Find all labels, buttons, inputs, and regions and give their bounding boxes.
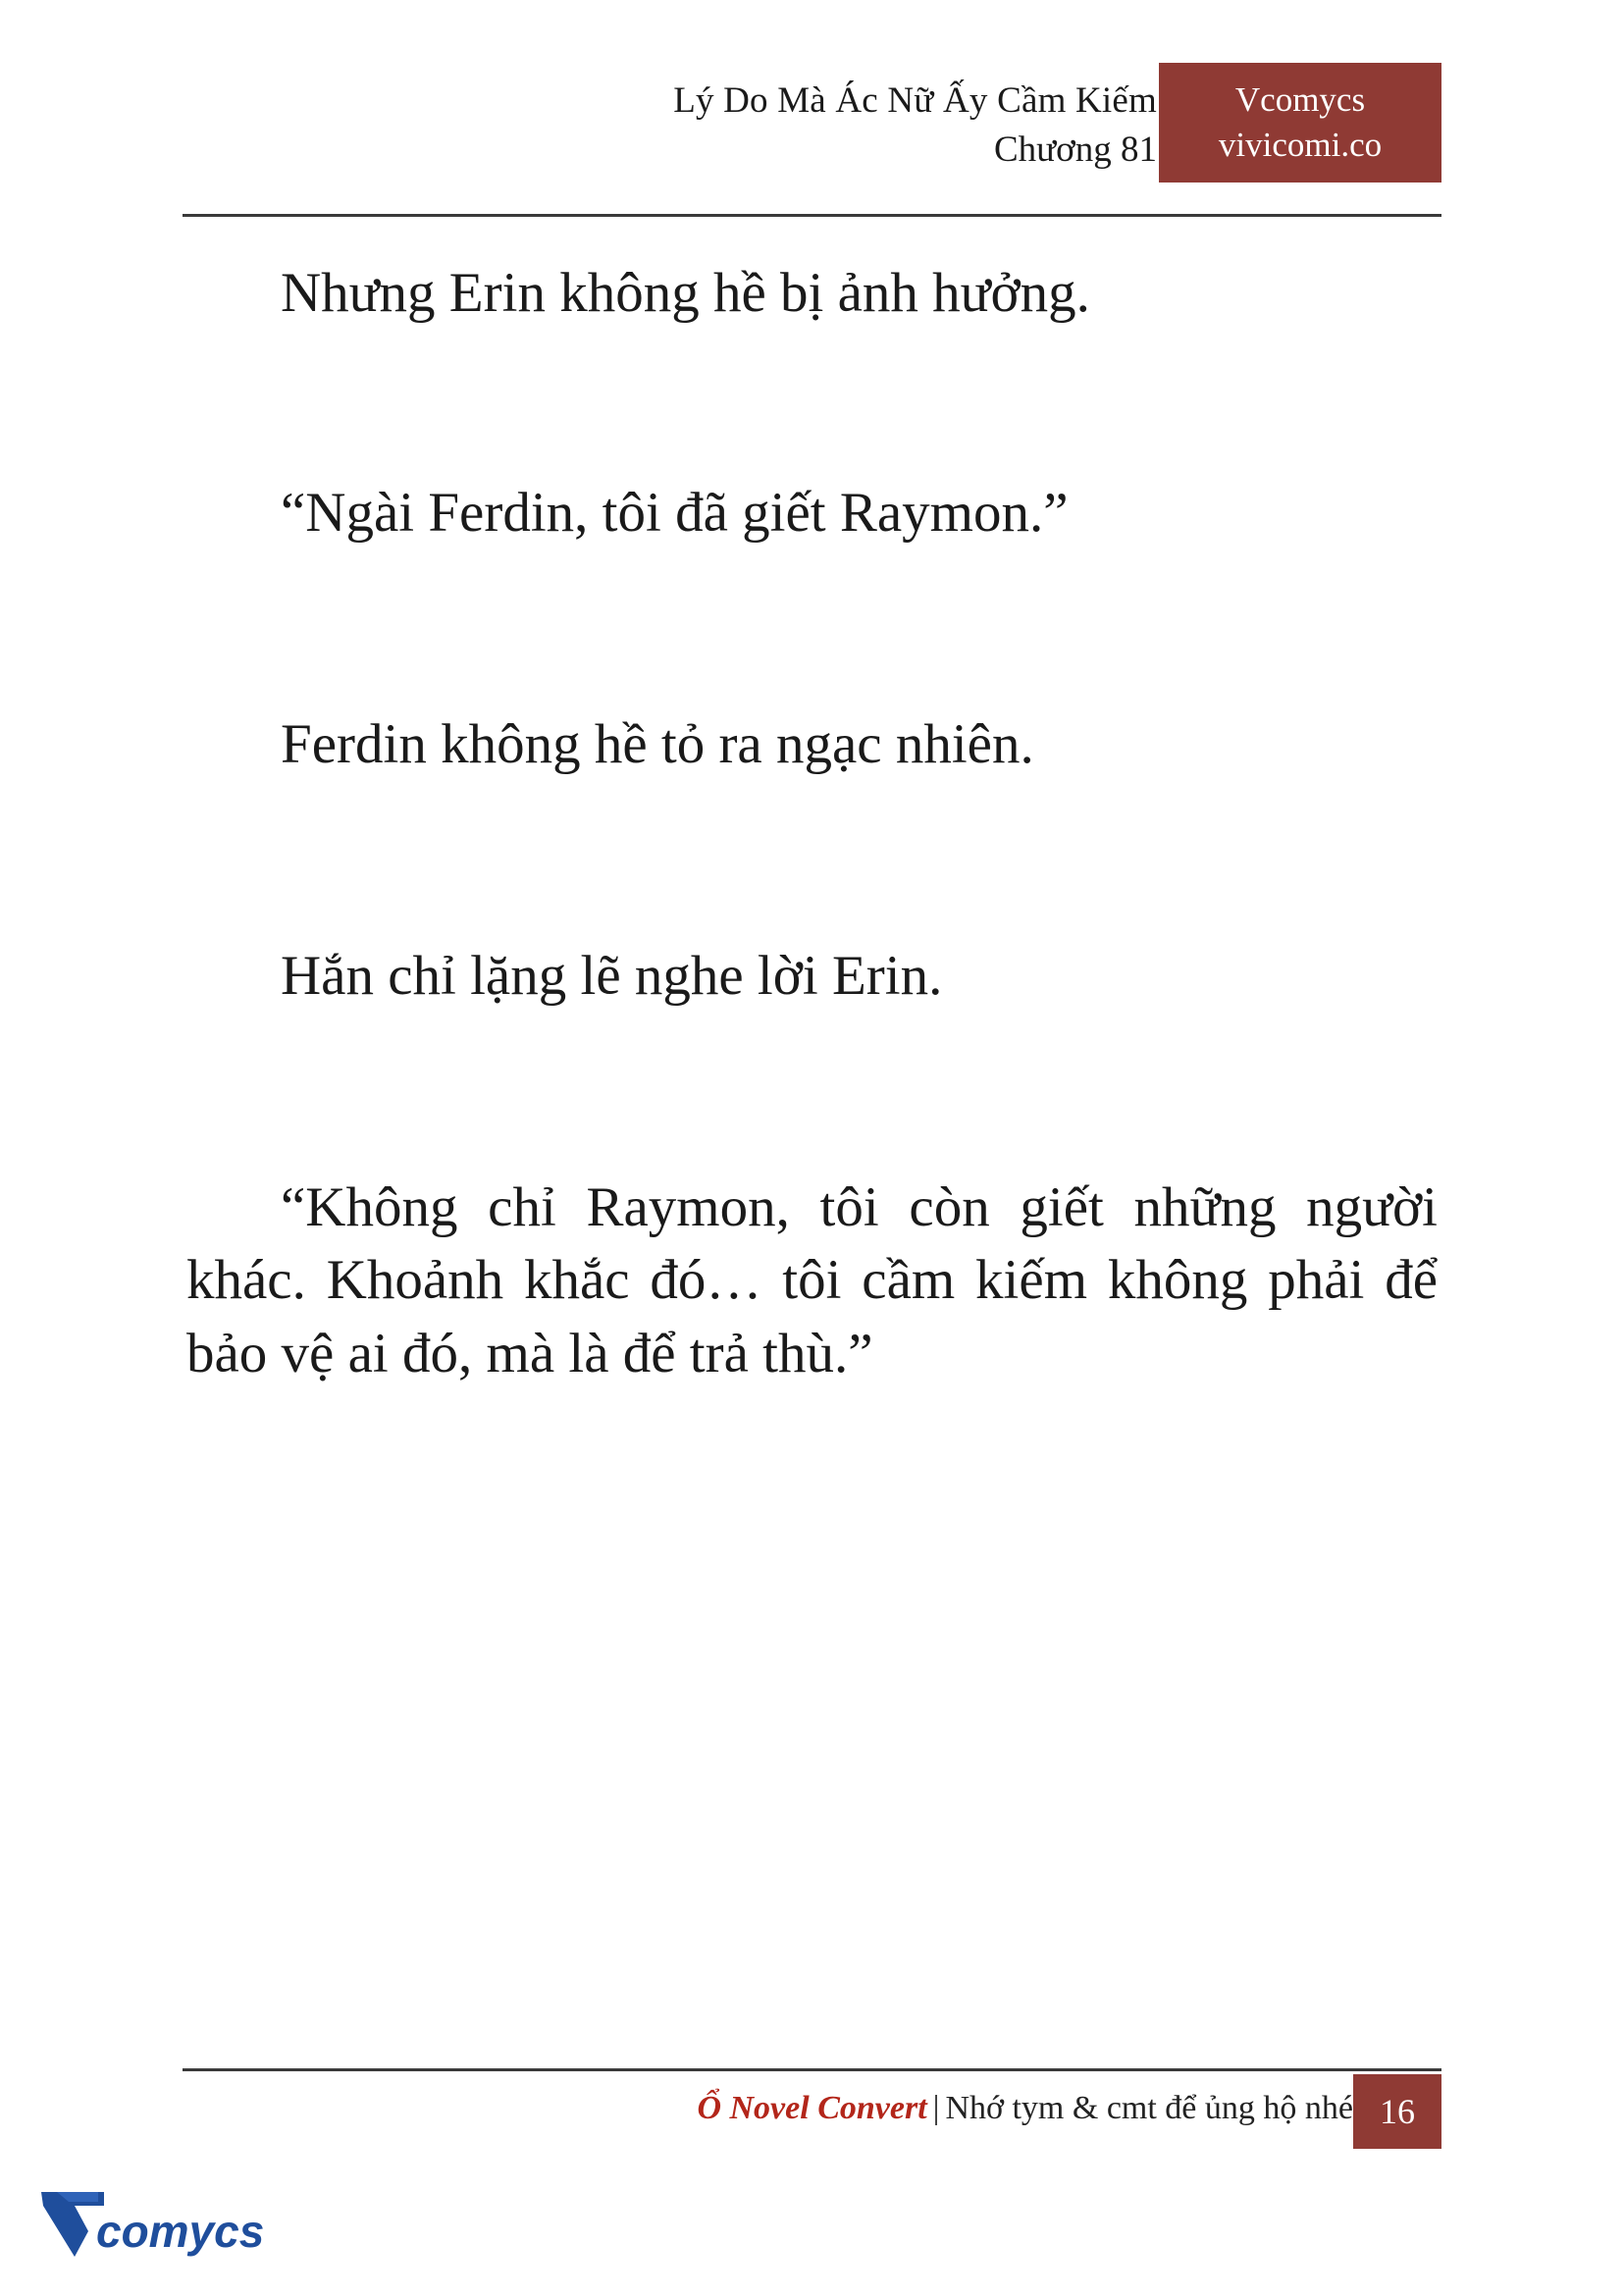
page-footer (183, 2082, 1441, 2155)
book-title: Lý Do Mà Ác Nữ Ấy Cầm Kiếm (673, 80, 1157, 121)
paragraph: Ferdin không hề tỏ ra ngạc nhiên. (281, 713, 1034, 776)
paragraph: “Không chỉ Raymon, tôi còn giết những người khác. Khoảnh khắc đó… tôi cầm kiếm không phải để bảo vệ ai đó, mà là để trả thù.” (186, 1176, 1438, 1384)
header-divider (183, 214, 1441, 217)
watermark-icon (35, 2186, 330, 2269)
paragraph: Hắn chỉ lặng lẽ nghe lời Erin. (281, 945, 943, 1008)
page-header (183, 77, 1441, 204)
site-badge (1159, 63, 1441, 183)
footer-divider (183, 2068, 1441, 2071)
footer-separator: | (932, 2090, 940, 2126)
page-number: 16 (1353, 2074, 1441, 2149)
header-title-block (673, 77, 1157, 174)
paragraph: “Ngài Ferdin, tôi đã giết Raymon.” (281, 482, 1069, 545)
page-content (186, 257, 1438, 1390)
site-badge-name: Vcomycs (1234, 79, 1366, 119)
chapter-label: Chương 81 (993, 129, 1157, 170)
svg-text:comycs: comycs (96, 2206, 265, 2257)
footer-credit (697, 2090, 1353, 2127)
vcomycs-watermark-logo (35, 2186, 330, 2269)
footer-note: Nhớ tym & cmt để ủng hộ nhé (945, 2090, 1353, 2126)
footer-brand: Ổ Novel Convert (697, 2090, 927, 2126)
paragraph: Nhưng Erin không hề bị ảnh hưởng. (281, 262, 1090, 324)
site-badge-url: vivicomi.co (1218, 126, 1383, 164)
